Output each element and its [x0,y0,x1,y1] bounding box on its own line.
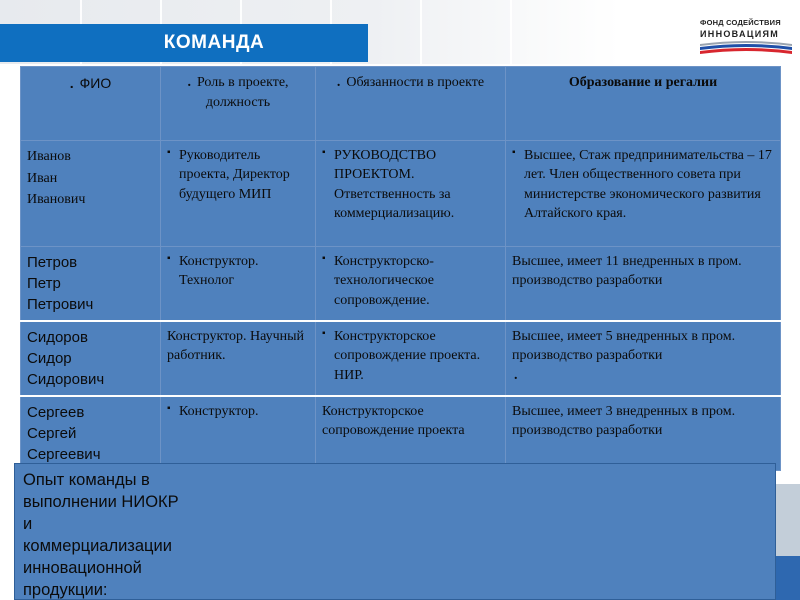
experience-text: Опыт команды в выполнении НИОКР и коммерциализации инновационной продукции: [23,471,179,599]
table-row [21,141,781,247]
row3-name: Сидоров Сидор Сидорович [21,321,161,396]
row2-duties: ▪ Конструкторско-технологическое сопровождение. [316,247,506,322]
russian-flag-wave-icon [700,40,792,56]
row2-role: ▪ Конструктор. Технолог [161,247,316,322]
table-row [21,247,781,322]
row4-duties: Конструкторское сопровождение проекта [316,396,506,471]
row1-role: ▪ Руководитель проекта, Директор будущего МИП [161,141,316,247]
title-bar [0,24,368,62]
row1-duties: ▪ РУКОВОДСТВО ПРОЕКТОМ. Ответственность за коммерциализацию. [316,141,506,247]
side-decor-strip-blue [776,556,800,600]
row4-name: Сергеев Сергей Сергеевич [21,396,161,471]
header-role: . Роль в проекте, должность [161,67,316,141]
team-table [20,66,781,471]
table-header-row [21,67,781,141]
table-row [21,321,781,396]
header-duties: . Обязанности в проекте [316,67,506,141]
row3-role: Конструктор. Научный работник. [161,321,316,396]
table-row [21,396,781,471]
header-education: Образование и регалии [506,67,781,141]
experience-overlay-box [14,463,776,600]
logo-line1: ФОНД СОДЕЙСТВИЯ [700,18,781,27]
row1-education: ▪ Высшее, Стаж предпринимательства – 17 лет. Член общественного совета при министерстве экономического развития Алтайского края. [506,141,781,247]
row2-education: Высшее, имеет 11 внедренных в пром. производство разработки [506,247,781,322]
row2-name: Петров Петр Петрович [21,247,161,322]
row3-duties: ▪ Конструкторское сопровождение проекта. НИР. [316,321,506,396]
logo-line2: ИННОВАЦИЯМ [700,29,780,39]
header-name: . ФИО [21,67,161,141]
row4-education: Высшее, имеет 3 внедренных в пром. производство разработки [506,396,781,471]
logo [700,4,796,60]
row1-name: Иванов Иван Иванович [21,141,161,247]
row3-education: Высшее, имеет 5 внедренных в пром. производство разработки . [506,321,781,396]
slide-title: КОМАНДА [163,32,265,53]
row4-role: ▪ Конструктор. [161,396,316,471]
